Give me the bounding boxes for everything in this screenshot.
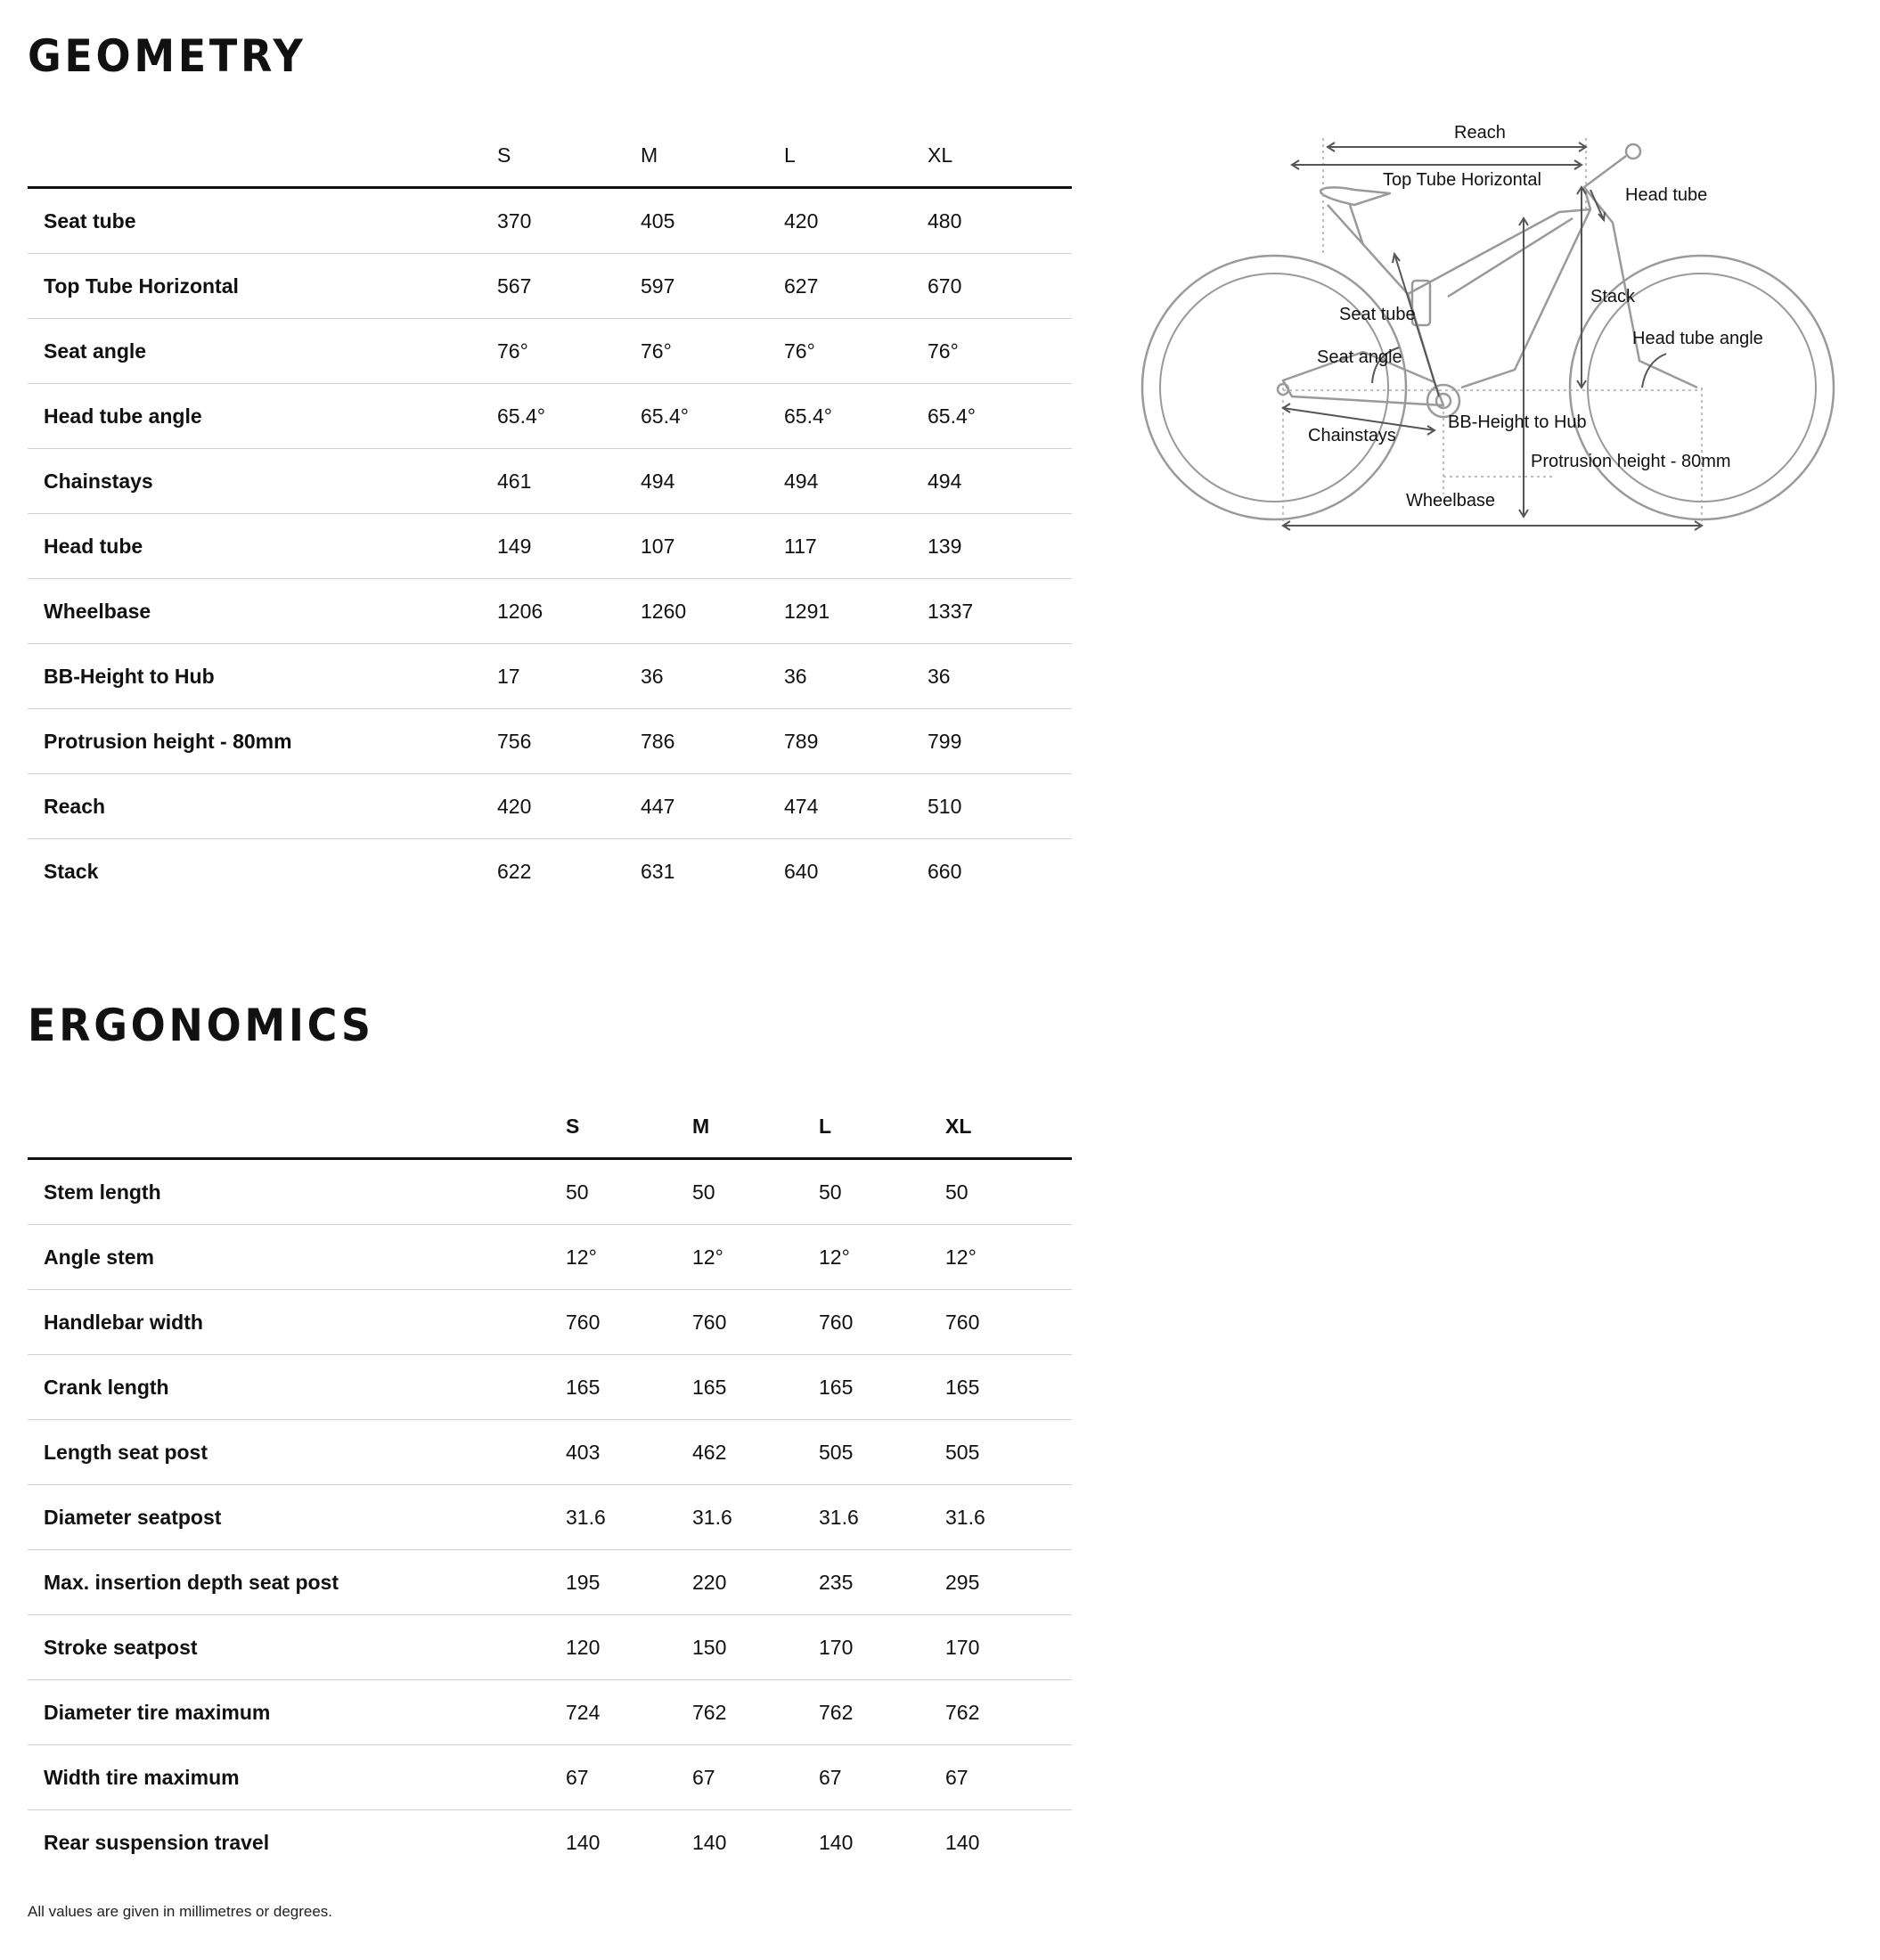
geometry-row	[28, 579, 1072, 644]
geometry-cell: 76°	[641, 319, 784, 384]
geometry-row-label: Protrusion height - 80mm	[28, 709, 497, 774]
ergonomics-row	[28, 1680, 1072, 1745]
geometry-row	[28, 254, 1072, 319]
ergonomics-row	[28, 1225, 1072, 1290]
ergonomics-cell: 235	[819, 1550, 945, 1615]
ergonomics-cell: 31.6	[566, 1485, 692, 1550]
rear-wheel-icon	[1142, 256, 1406, 519]
diagram-label-stack: Stack	[1590, 287, 1636, 306]
ergonomics-row	[28, 1550, 1072, 1615]
ergonomics-row-label: Length seat post	[28, 1420, 566, 1485]
ergonomics-row	[28, 1745, 1072, 1810]
geometry-cell: 567	[497, 254, 641, 319]
geometry-cell: 139	[928, 514, 1072, 579]
ergonomics-cell: 724	[566, 1680, 692, 1745]
ergonomics-cell: 12°	[692, 1225, 819, 1290]
geometry-cell: 65.4°	[928, 384, 1072, 449]
geometry-cell: 1206	[497, 579, 641, 644]
geometry-cell: 447	[641, 774, 784, 839]
ergonomics-cell: 403	[566, 1420, 692, 1485]
ergonomics-cell: 140	[819, 1830, 854, 1854]
geometry-row	[28, 839, 1072, 904]
geometry-cell: 107	[641, 514, 784, 579]
ergonomics-cell: 67	[945, 1745, 1072, 1810]
ergonomics-row	[28, 1810, 1072, 1875]
geometry-cell: 789	[784, 709, 928, 774]
ergonomics-cell: 762	[945, 1680, 1072, 1745]
ergonomics-cell: 31.6	[692, 1485, 819, 1550]
ergonomics-cell: 462	[692, 1420, 819, 1485]
ergonomics-header-blank	[28, 1096, 566, 1159]
ergonomics-cell: 50	[945, 1159, 1072, 1225]
ergonomics-title: ERGONOMICS	[28, 1000, 374, 1051]
ergonomics-cell: 762	[692, 1680, 819, 1745]
geometry-header-size-m: M	[641, 125, 784, 188]
ergonomics-cell: 140	[566, 1830, 601, 1854]
ergonomics-cell: 165	[945, 1355, 1072, 1420]
ergonomics-cell: 67	[819, 1745, 945, 1810]
ergonomics-cell: 120	[566, 1615, 692, 1680]
geometry-row	[28, 319, 1072, 384]
geometry-cell: 36	[641, 644, 784, 709]
ergonomics-cell: 760	[819, 1290, 945, 1355]
ergonomics-cell: 140	[692, 1830, 727, 1854]
ergonomics-cell: 12°	[566, 1225, 692, 1290]
footnote: All values are given in millimetres or degrees.	[28, 1903, 333, 1920]
geometry-row-label: Head tube	[28, 514, 497, 579]
ergonomics-row-label: Stem length	[28, 1159, 566, 1225]
geometry-cell: 631	[641, 859, 675, 883]
geometry-row	[28, 384, 1072, 449]
ergonomics-cell: 295	[945, 1550, 1072, 1615]
diagram-label-head-tube: Head tube	[1625, 185, 1708, 205]
ergonomics-row	[28, 1615, 1072, 1680]
geometry-cell: 640	[784, 859, 819, 883]
ergonomics-row-label: Angle stem	[28, 1225, 566, 1290]
ergonomics-cell: 67	[566, 1745, 692, 1810]
geometry-title: GEOMETRY	[28, 30, 307, 82]
geometry-cell: 786	[641, 709, 784, 774]
ergonomics-row	[28, 1355, 1072, 1420]
geometry-cell: 117	[784, 514, 928, 579]
geometry-cell: 149	[497, 514, 641, 579]
diagram-label-top-tube: Top Tube Horizontal	[1383, 170, 1541, 190]
ergonomics-row-label: Rear suspension travel	[44, 1830, 270, 1854]
geometry-cell: 36	[928, 644, 1072, 709]
diagram-label-wheelbase: Wheelbase	[1406, 491, 1496, 510]
geometry-header-size-l: L	[784, 125, 928, 188]
geometry-cell: 76°	[928, 319, 1072, 384]
geometry-cell: 597	[641, 254, 784, 319]
diagram-label-seat-tube: Seat tube	[1339, 305, 1416, 324]
geometry-header-row	[28, 125, 1072, 188]
ergonomics-cell: 50	[566, 1159, 692, 1225]
ergonomics-cell: 165	[692, 1355, 819, 1420]
ergonomics-cell: 12°	[819, 1225, 945, 1290]
ergonomics-header-size-s: S	[566, 1096, 692, 1159]
geometry-row	[28, 709, 1072, 774]
geometry-row-label: Chainstays	[28, 449, 497, 514]
geometry-row-label: Stack	[44, 859, 99, 883]
ergonomics-row	[28, 1485, 1072, 1550]
ergonomics-row-label: Stroke seatpost	[28, 1615, 566, 1680]
geometry-cell: 622	[497, 859, 532, 883]
geometry-cell: 474	[784, 774, 928, 839]
ergonomics-cell: 67	[692, 1745, 819, 1810]
ergonomics-header-size-xl: XL	[945, 1096, 1072, 1159]
geometry-cell: 370	[497, 188, 641, 254]
ergonomics-row-label: Width tire maximum	[28, 1745, 566, 1810]
geometry-row-label: Wheelbase	[28, 579, 497, 644]
ergonomics-cell: 150	[692, 1615, 819, 1680]
ergonomics-table	[28, 1096, 1072, 1874]
ergonomics-cell: 220	[692, 1550, 819, 1615]
ergonomics-header-row	[28, 1096, 1072, 1159]
geometry-cell: 494	[784, 449, 928, 514]
geometry-cell: 799	[928, 709, 1072, 774]
geometry-cell: 65.4°	[641, 384, 784, 449]
geometry-cell: 461	[497, 449, 641, 514]
geometry-cell: 480	[928, 188, 1072, 254]
geometry-cell: 405	[641, 188, 784, 254]
geometry-row	[28, 514, 1072, 579]
diagram-label-chainstays: Chainstays	[1308, 426, 1396, 445]
ergonomics-cell: 31.6	[945, 1485, 1072, 1550]
ergonomics-cell: 165	[566, 1355, 692, 1420]
ergonomics-cell: 760	[945, 1290, 1072, 1355]
geometry-header-size-xl: XL	[928, 125, 1072, 188]
ergonomics-row-label: Diameter seatpost	[28, 1485, 566, 1550]
ergonomics-header-size-m: M	[692, 1096, 819, 1159]
ergonomics-cell: 760	[692, 1290, 819, 1355]
geometry-cell: 510	[928, 774, 1072, 839]
ergonomics-cell: 140	[945, 1830, 980, 1854]
ergonomics-row-label: Crank length	[28, 1355, 566, 1420]
ergonomics-cell: 170	[945, 1615, 1072, 1680]
geometry-row	[28, 188, 1072, 254]
diagram-label-head-tube-angle: Head tube angle	[1632, 329, 1763, 348]
geometry-header-size-s: S	[497, 125, 641, 188]
ergonomics-cell: 505	[819, 1420, 945, 1485]
geometry-row-label: Reach	[28, 774, 497, 839]
ergonomics-cell: 50	[692, 1159, 819, 1225]
diagram-label-protrusion: Protrusion height - 80mm	[1531, 452, 1731, 471]
geometry-cell: 1291	[784, 579, 928, 644]
ergonomics-cell: 170	[819, 1615, 945, 1680]
geometry-table	[28, 125, 1072, 903]
geometry-row	[28, 449, 1072, 514]
geometry-cell: 65.4°	[784, 384, 928, 449]
geometry-row-label: Seat angle	[28, 319, 497, 384]
geometry-row	[28, 774, 1072, 839]
ergonomics-row-label: Max. insertion depth seat post	[28, 1550, 566, 1615]
ergonomics-row	[28, 1420, 1072, 1485]
geometry-cell: 65.4°	[497, 384, 641, 449]
geometry-row-label: Top Tube Horizontal	[28, 254, 497, 319]
geometry-cell: 76°	[784, 319, 928, 384]
ergonomics-cell: 760	[566, 1290, 692, 1355]
ergonomics-row	[28, 1159, 1072, 1225]
geometry-header-blank	[28, 125, 497, 188]
ergonomics-cell: 50	[819, 1159, 945, 1225]
ergonomics-cell: 12°	[945, 1225, 1072, 1290]
geometry-cell: 494	[641, 449, 784, 514]
geometry-cell: 660	[928, 859, 962, 883]
geometry-cell: 420	[784, 188, 928, 254]
bike-geometry-diagram	[1140, 120, 1844, 539]
geometry-cell: 670	[928, 254, 1072, 319]
geometry-row	[28, 644, 1072, 709]
ergonomics-cell: 165	[819, 1355, 945, 1420]
geometry-cell: 76°	[497, 319, 641, 384]
geometry-cell: 36	[784, 644, 928, 709]
geometry-cell: 420	[497, 774, 641, 839]
ergonomics-cell: 505	[945, 1420, 1072, 1485]
geometry-cell: 1260	[641, 579, 784, 644]
ergonomics-cell: 195	[566, 1550, 692, 1615]
geometry-cell: 17	[497, 644, 641, 709]
geometry-cell: 756	[497, 709, 641, 774]
geometry-cell: 494	[928, 449, 1072, 514]
ergonomics-row-label: Handlebar width	[28, 1290, 566, 1355]
geometry-row-label: Head tube angle	[28, 384, 497, 449]
ergonomics-header-size-l: L	[819, 1096, 945, 1159]
geometry-row-label: Seat tube	[28, 188, 497, 254]
geometry-cell: 627	[784, 254, 928, 319]
geometry-cell: 1337	[928, 579, 1072, 644]
diagram-label-reach: Reach	[1454, 123, 1506, 143]
diagram-label-bb-height: BB-Height to Hub	[1448, 412, 1587, 432]
diagram-label-seat-angle: Seat angle	[1317, 347, 1402, 367]
geometry-row-label: BB-Height to Hub	[28, 644, 497, 709]
ergonomics-cell: 31.6	[819, 1485, 945, 1550]
ergonomics-row	[28, 1290, 1072, 1355]
ergonomics-cell: 762	[819, 1680, 945, 1745]
ergonomics-row-label: Diameter tire maximum	[28, 1680, 566, 1745]
